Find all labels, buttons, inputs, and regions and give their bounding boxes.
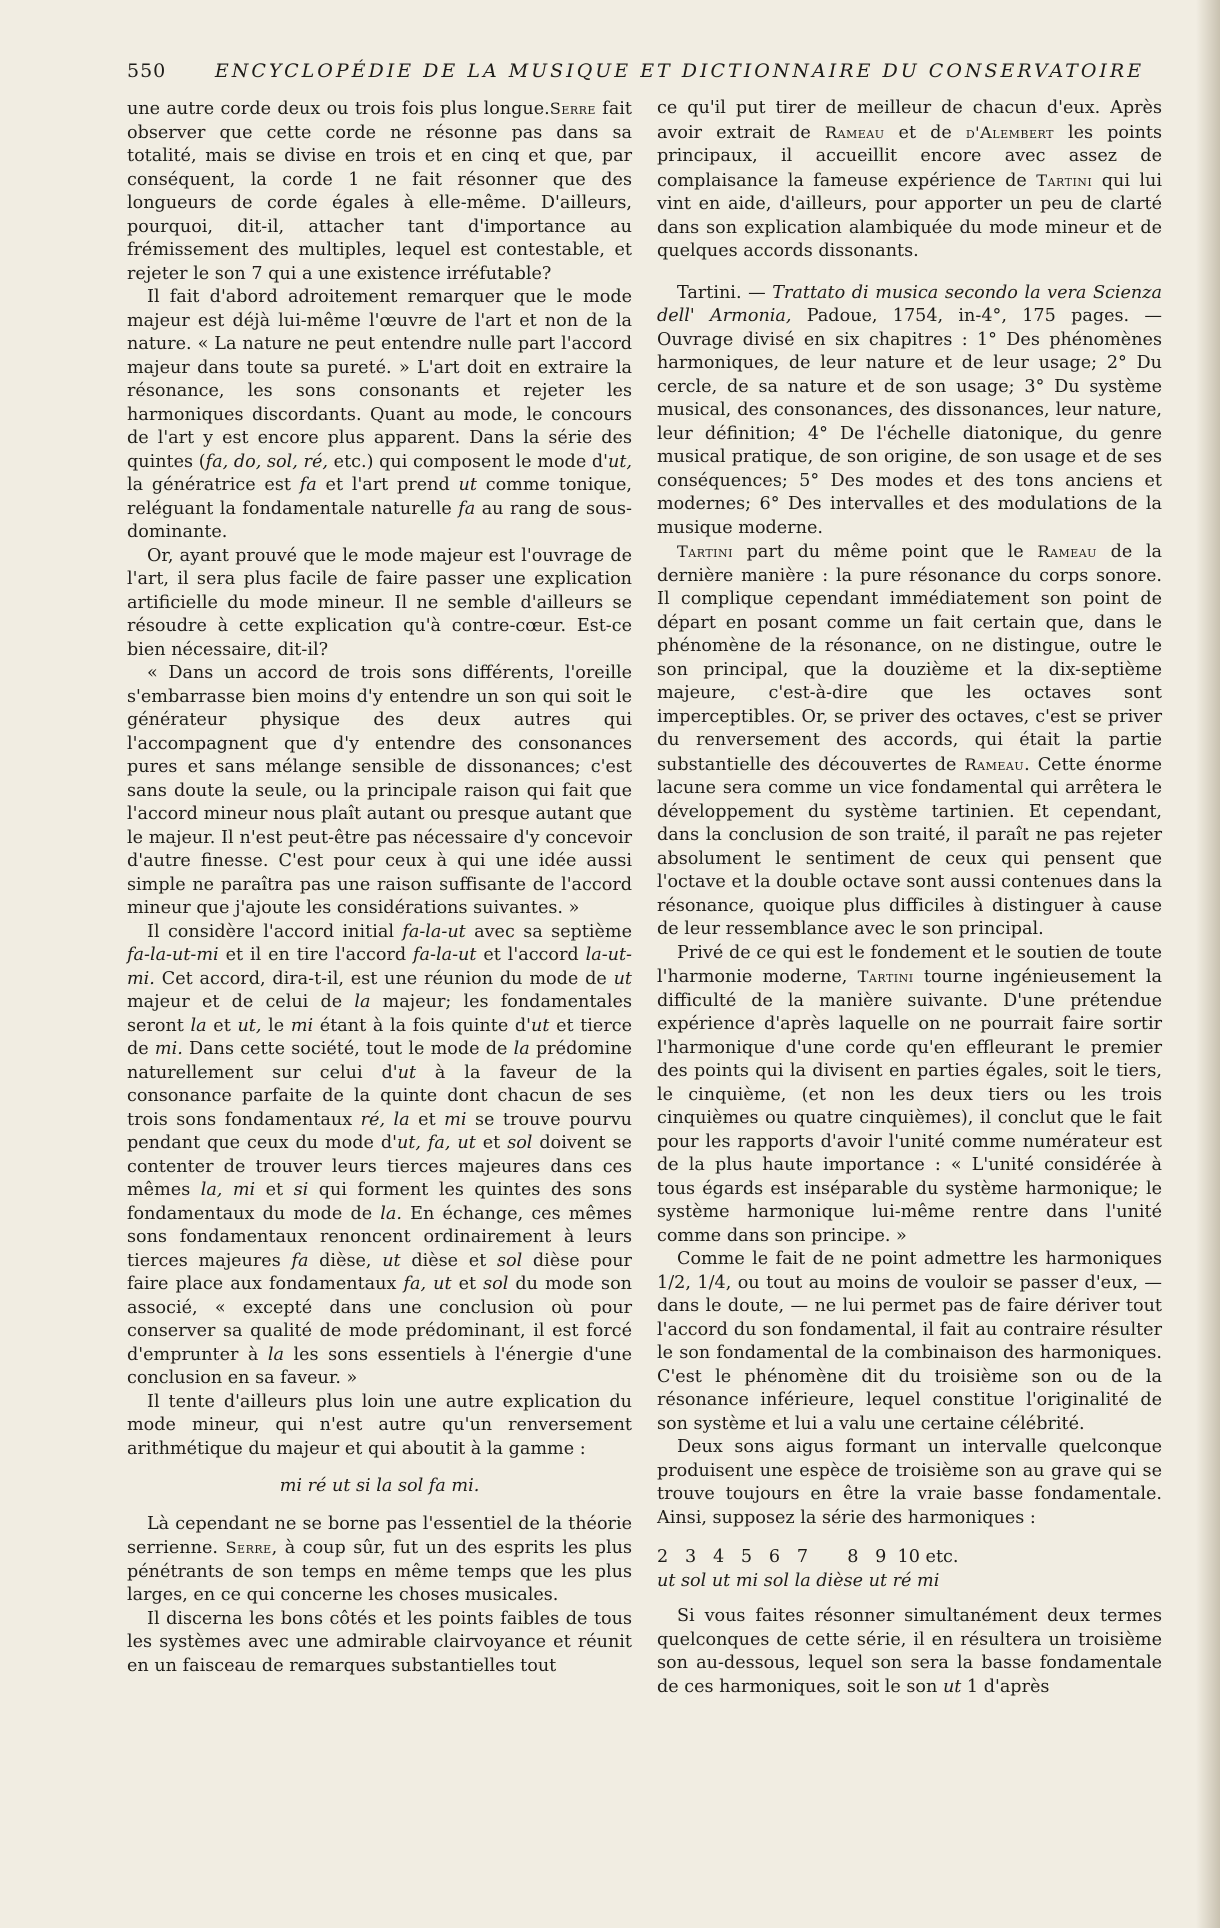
text: Dans cette société, tout le mode de xyxy=(182,1039,514,1059)
text: se trouve pourvu pendant que ceux du mode d' xyxy=(127,1109,633,1153)
text: et l'art prend xyxy=(316,475,459,495)
text: prédomine naturellement sur celui d' xyxy=(127,1039,632,1083)
text: part du même point que le xyxy=(732,542,1038,562)
paragraph xyxy=(127,921,632,1391)
author-name: Rameau xyxy=(824,122,885,142)
text: et xyxy=(409,1109,445,1130)
italic-text: la. xyxy=(380,1203,402,1224)
text: etc.) qui composent le mode d' xyxy=(327,451,609,472)
harmonic-numbers: 2 3 4 5 6 7 8 9 10 etc. xyxy=(657,1547,959,1567)
text: comme tonique, reléguant la fondamentale naturelle xyxy=(127,475,632,519)
text: majeur; les fondamentales seront xyxy=(127,992,632,1036)
text: Padoue, 1754, in-4°, 175 pages. — Ouvrage divisé en six chapitres : 1° Des phénomènes harmoniques, de leur nature et de leur usage; 2° Du cercle, de sa nature et de son usage; 3° Du système musical, des consonances, des dissonances, leur nature, leur définition; 4° De l'échelle diatonique, du genre musical pratique, de son origine, de son usage et de ses conséquences; 5° Des modes et des tons anciens et modernes; 6° Des intervalles et des modulations de la musique moderne. xyxy=(657,306,1162,538)
text: . Cette énorme lacune sera comme un vice fondamental qui arrêtera le développement du système tartinien. Et cependant, dans la conclusion de son traité, il paraît ne pas rejeter absolument le sentiment de ceux qui pensent que l'octave et la double octave sont aussi contenues dans la résonance, quoique plus difficiles à distinguer à cause de leur ressemblance avec le son principal. xyxy=(657,754,1162,939)
paragraph: Or, ayant prouvé que le mode majeur est l'ouvrage de l'art, il sera plus facile de faire passer une explication artificielle du mode mineur. Il ne semble d'ailleurs se résoudre à cette explication qu'à contre-cœur. Est-ce bien nécessaire, dit-il? xyxy=(127,545,632,660)
italic-text: ut xyxy=(458,475,477,495)
italic-text: fa, do, sol, ré, xyxy=(205,451,328,472)
text: et il en tire l'accord xyxy=(218,945,414,965)
text: fait observer que cette corde ne résonne pas dans sa totalité, mais se divise en trois et en cinq et que, par conséquent, la corde 1 ne fait résonner que des longueurs de corde égales à elle-même. D'ailleurs, pourquoi, dit-il, attacher tant d'importance au frémissement des multiples, lequel est contestable, et rejeter le son 7 qui a une existence irréfutable? xyxy=(127,99,633,284)
text: Privé de ce qui est le fondement et le soutien de toute l'harmonie moderne, xyxy=(657,942,1162,987)
italic-text: fa-la-ut xyxy=(402,921,466,942)
quotation: « Dans un accord de trois sons différents, l'oreille s'embarrasse bien moins d'y entendre un son qui soit le générateur physique des deux autres qui l'accompagnent que d'y entendre des consonances pures et sans mélange sensible de dissonances; c'est sans doute la seule, ou la principale raison qui fait que l'accord mineur nous plaît autant ou presque autant que le majeur. Il n'est peut-être pas nécessaire d'y concevoir d'autre finesse. C'est pour ceux à qui une idée aussi simple ne paraîtra pas une raison suffisante de l'accord mineur que j'ajoute les considérations suivantes. » xyxy=(127,663,632,918)
text: doivent se contenter de trouver leurs tierces majeures dans ces mêmes xyxy=(127,1133,632,1200)
italic-text: sol xyxy=(496,1250,523,1271)
italic-text: ut, fa, ut xyxy=(396,1133,476,1153)
author-name: Serre xyxy=(225,1538,272,1557)
italic-text: ut xyxy=(382,1250,401,1271)
text: . — xyxy=(735,282,773,303)
paragraph: Comme le fait de ne point admettre les harmoniques 1/2, 1/4, ou tout au moins de vouloir se passer d'eux, — dans le doute, — ne lui permet pas de faire dériver tout l'accord du son fondamental, il fait au contraire résulter le son fondamental de la combinaison des harmoniques. C'est le phénomène dit du troisième son ou de la résonance inférieure, lequel constitue l'originalité de son système et lui a valu une certaine célébrité. xyxy=(657,1249,1162,1434)
text: et xyxy=(451,1274,484,1294)
text: de la dernière manière : la pure résonance du corps sonore. Il complique cependant immédiatement son point de départ en posant comme un fait certain que, dans le phénomène de la résonance, on ne distingue, outre le son principal, que la douzième et la dix-septième majeure, c'est-à-dire que les octaves sont imperceptibles. Or, se priver des octaves, c'est se priver du renversement des accords, qui était la partie substantielle des découvertes de xyxy=(657,542,1162,775)
text: dièse pour faire place aux fondamentaux xyxy=(127,1250,632,1294)
italic-text: la xyxy=(267,1344,285,1365)
author-name: d'Alembert xyxy=(965,122,1054,142)
paragraph xyxy=(657,942,1162,1249)
text: tourne ingénieusement la difficulté de la manière suivante. D'une prétendue expérience d'après laquelle on ne pourrait faire sortir l'harmonique d'une corde qu'en effleurant le premier des points qui la divisent en parties égales, soit le tiers, le cinquième, (et non les deux tiers ou les trois cinquièmes ou quatre cinquièmes), il conclut que le fait pour les rapports d'avoir l'unité comme numérateur est de la plus haute importance : « L'unité considérée à tous égards est inséparable du système harmonique; le système harmonique lui-même rentre dans l'unité comme dans son principe. » xyxy=(657,967,1162,1246)
text: En échange, ces mêmes sons fondamentaux renoncent ordinairement à leurs tierces majeures xyxy=(127,1203,632,1271)
text: Si vous faites résonner simultanément deux termes quelconques de cette série, il en résultera un troisième son au-dessous, lequel son sera la basse fondamentale de ces harmoniques, soit le son xyxy=(657,1606,1162,1697)
italic-text: si xyxy=(293,1180,309,1200)
running-header xyxy=(127,60,1162,86)
page-gutter-shadow xyxy=(1196,0,1220,1928)
italic-text: la, mi xyxy=(200,1180,256,1200)
italic-text: ut, xyxy=(237,1015,262,1036)
text: le xyxy=(261,1015,291,1036)
italic-text: sol xyxy=(483,1274,509,1294)
author-name: Tartini xyxy=(857,967,914,986)
text: dièse et xyxy=(400,1250,497,1271)
author-name: Tartini xyxy=(677,542,733,561)
italic-text: mi xyxy=(290,1015,314,1036)
italic-text: ut xyxy=(942,1676,962,1697)
text: majeur et de celui de xyxy=(127,992,355,1012)
italic-text: fa, ut xyxy=(403,1274,452,1294)
italic-text: fa-la-ut xyxy=(413,945,477,965)
italic-text: fa-la-ut-mi xyxy=(127,945,219,965)
paragraph: Il discerna les bons côtés et les points faibles de tous les systèmes avec une admirable clairvoyance et réunit en un faisceau de remarques substantielles tout xyxy=(127,1608,632,1676)
italic-text: ré, la xyxy=(360,1109,410,1130)
text: à la faveur de la consonance parfaite de la quinte dont chacun de ses trois sons fondamentaux xyxy=(127,1062,632,1130)
italic-text: la-ut-mi. xyxy=(127,945,632,989)
text: Cet accord, dira-t-il, est une réunion du mode de xyxy=(154,968,614,989)
italic-text: fa xyxy=(458,498,476,519)
text: qui lui vint en aide, d'ailleurs, pour apporter un peu de clarté dans son explication alambiquée du mode mineur et de quelques accords dissonants. xyxy=(657,170,1162,261)
italic-text: la xyxy=(513,1039,530,1059)
text: du mode son associé, « excepté dans une conclusion où pour conserver sa qualité de mode prédominant, il est forcé d'emprunter à xyxy=(127,1274,633,1365)
text: qui forment les quintes des sons fondamentaux du mode de xyxy=(127,1180,633,1224)
text: , à coup sûr, fut un des esprits les plus pénétrants de son temps en même temps que les plus larges, en ce qui concerne les choses musicales. xyxy=(127,1538,632,1605)
text: et xyxy=(255,1180,294,1200)
text: dièse, xyxy=(308,1250,383,1271)
text: et de xyxy=(884,122,966,143)
paragraph xyxy=(657,97,1162,264)
text: et xyxy=(206,1015,238,1036)
text: 1 d'après xyxy=(961,1676,1050,1697)
italic-text: ut xyxy=(397,1062,417,1083)
italic-text: sol xyxy=(507,1133,533,1153)
left-column xyxy=(127,97,632,1678)
text: et tierce de xyxy=(127,1015,633,1059)
text: au rang de sous-dominante. xyxy=(127,498,632,542)
entry-author: Tartini xyxy=(677,282,736,303)
text: Il fait d'abord adroitement remarquer que le mode majeur est déjà lui-même l'œuvre de l'art et non de la nature. « La nature ne peut entendre nulle part l'accord majeur dans toute sa pureté. » L'art doit en extraire la résonance, les sons consonants et rejeter les harmoniques discordants. Quant au mode, le concours de l'art y est encore plus apparent. Dans la série des quintes ( xyxy=(127,287,632,472)
italic-text: fa xyxy=(291,1250,309,1271)
paragraph xyxy=(657,540,1162,942)
text: ce qu'il put tirer de meilleur de chacun d'eux. Après avoir extrait de xyxy=(657,98,1162,143)
italic-text: mi xyxy=(444,1109,467,1130)
italic-text: fa xyxy=(299,475,317,495)
author-name: Serre xyxy=(549,99,596,118)
right-column xyxy=(657,97,1162,1699)
text: étant à la fois quinte d' xyxy=(313,1015,531,1036)
running-title: ENCYCLOPÉDIE DE LA MUSIQUE ET DICTIONNAIRE DU CONSERVATOIRE xyxy=(214,60,1145,82)
author-name: Rameau xyxy=(1037,542,1097,561)
italic-text: ut xyxy=(531,1015,550,1036)
paragraph xyxy=(657,1605,1162,1699)
paragraph xyxy=(127,97,632,286)
harmonic-notes: ut sol ut mi sol la dièse ut ré mi xyxy=(657,1570,940,1591)
bibliography-entry xyxy=(657,282,1162,541)
text: Il considère l'accord initial xyxy=(147,921,403,942)
italic-text: mi. xyxy=(154,1039,183,1059)
text: et xyxy=(475,1133,508,1153)
italic-text: la xyxy=(354,992,371,1012)
work-title: Trattato di musica secondo la vera Scienza dell' Armonia, xyxy=(657,282,1163,326)
text: et l'accord xyxy=(476,945,586,965)
italic-text: la xyxy=(190,1015,207,1036)
paragraph xyxy=(127,1513,632,1608)
paragraph: Il tente d'ailleurs plus loin une autre explication du mode mineur, qui n'est autre qu'un renversement arithmétique du majeur et qui aboutit à la gamme : xyxy=(127,1391,632,1459)
author-name: Tartini xyxy=(1036,170,1093,190)
italic-text: ut xyxy=(613,968,632,989)
scale-example: mi ré ut si la sol fa mi. xyxy=(279,1476,480,1496)
page-number: 550 xyxy=(127,60,167,82)
text: la génératrice est xyxy=(127,475,300,495)
text: une autre corde deux ou trois fois plus longue. xyxy=(127,99,550,119)
text: les sons essentiels à l'énergie d'une conclusion en sa faveur. » xyxy=(127,1344,632,1388)
paragraph xyxy=(127,286,632,545)
text: avec sa septième xyxy=(465,921,632,942)
paragraph: Deux sons aigus formant un intervalle quelconque produisent une espèce de troisième son au grave qui se trouve toujours en être la vraie basse fondamentale. Ainsi, supposez la série des harmoniques : xyxy=(657,1437,1162,1528)
italic-text: ut, xyxy=(608,451,633,472)
text: les points principaux, il accueillit encore avec assez de complaisance la fameuse expérience de xyxy=(657,122,1162,191)
text: Là cependant ne se borne pas l'essentiel de la théorie serrienne. xyxy=(127,1513,632,1558)
author-name: Rameau xyxy=(964,754,1025,774)
